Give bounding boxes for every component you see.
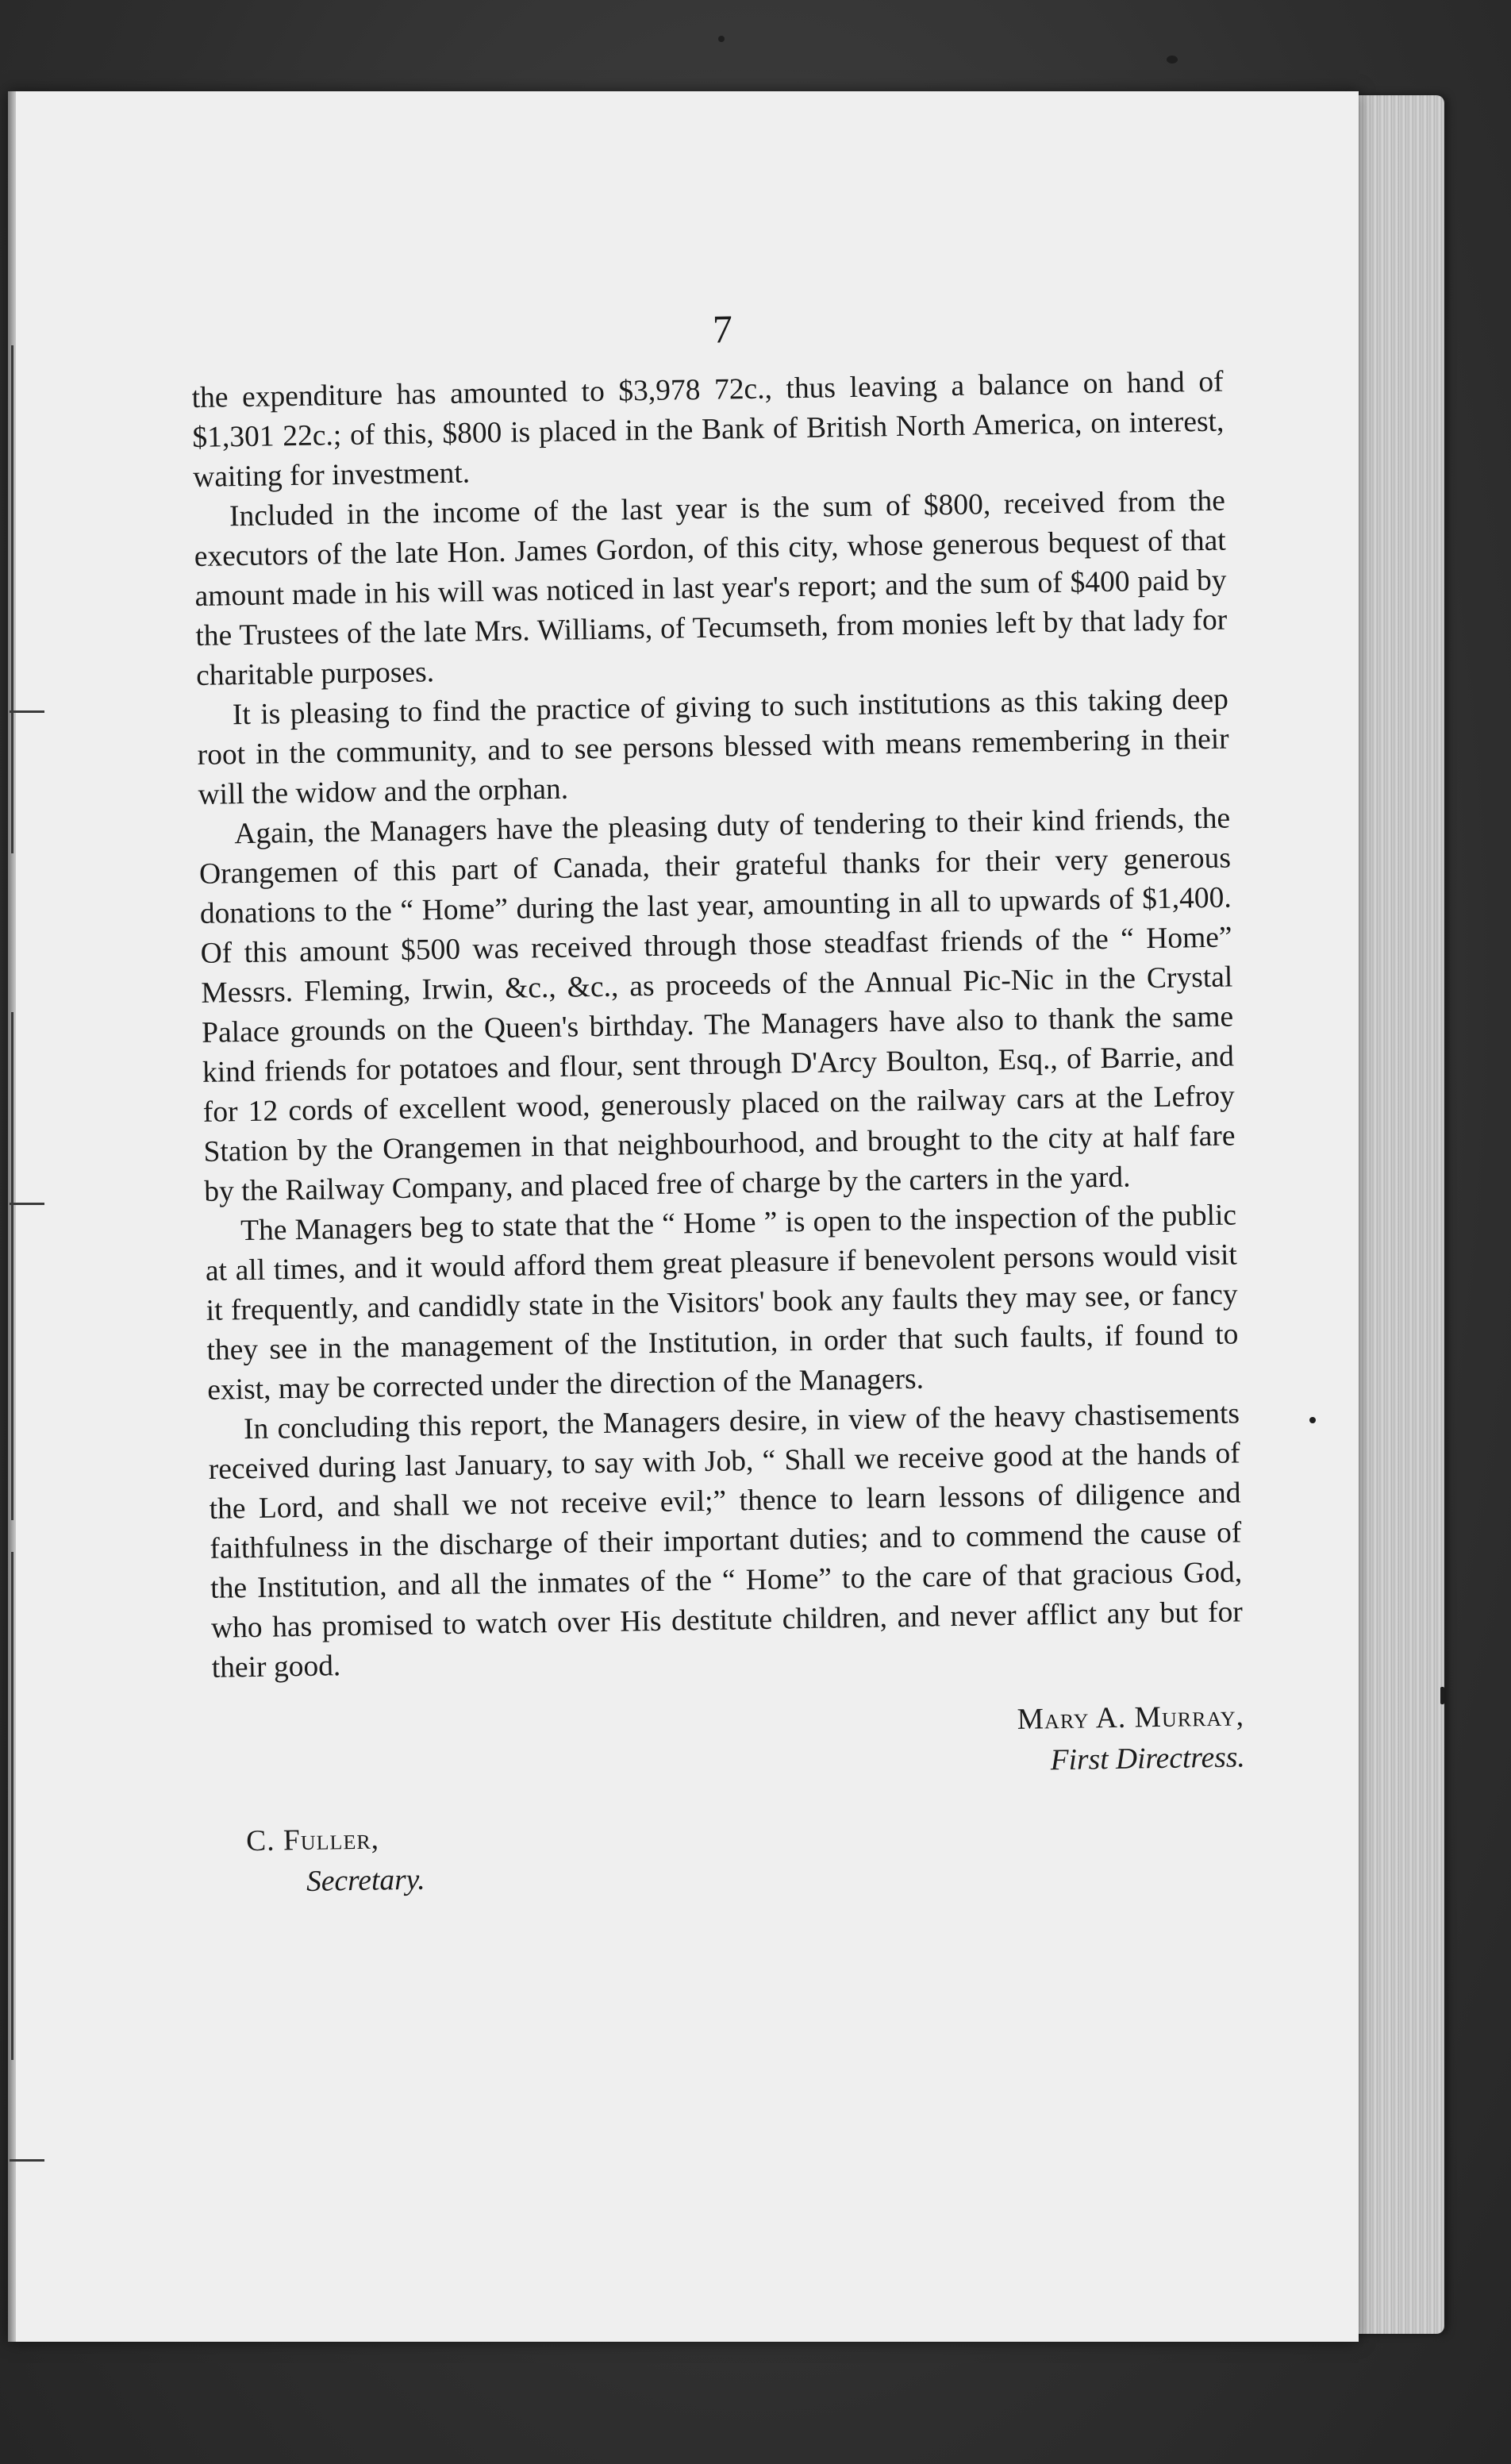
- binding-stitch-mark: [10, 1203, 44, 1205]
- ink-speck: [718, 36, 725, 42]
- binding-stitch-mark: [10, 710, 44, 713]
- signatory-name: Mary A. Murray,: [1017, 1700, 1245, 1736]
- page-content: [190, 298, 1247, 1904]
- paragraph: the expenditure has amounted to $3,978 72c., thus leaving a balance on hand of $1,301 22c.; of this, $800 is placed in the Bank of British North America, on interest, waiting for investment.: [191, 365, 1225, 494]
- ink-speck: [1309, 1417, 1316, 1423]
- ink-speck: [1440, 1687, 1444, 1704]
- signatory-title: First Directress.: [1050, 1741, 1246, 1777]
- binding-stitch-mark: [10, 2159, 44, 2162]
- paragraph: In concluding this report, the Managers desire, in view of the heavy chastisements received during last January, to say with Job, “ Shall we receive good at the hands of the Lord, and shall we not receive evil;” thence to learn lessons of diligence and faithfulness in the discharge of their important duties; and to commend the cause of the Institution, and all the inmates of the “ Home” to the care of that gracious God, who has promised to watch over His destitute children, and never afflict any but for their good.: [208, 1397, 1244, 1684]
- binding-thread: [11, 1012, 13, 1520]
- binding-thread: [11, 345, 13, 853]
- paragraph: The Managers beg to state that the “ Home ” is open to the inspection of the public at all times, and it would afford them great pleasure if benevolent persons would visit it frequently, and candidly state in the Visitors' book any faults they may see, or fancy they see in the management of the Institution, in order that such faults, if found to exist, may be corrected under the direction of the Managers.: [205, 1199, 1239, 1407]
- ink-speck: [1167, 56, 1178, 64]
- page-number: 7: [712, 306, 733, 352]
- paragraph: Included in the income of the last year is the sum of $800, received from the executors of the late Hon. James Gordon, of this city, whose generous bequest of that amount made in his will was noticed in last year's report; and the sum of $400 paid by the Trustees of the late Mrs. Williams, of Tecumseth, from monies left by that lady for charitable purposes.: [194, 484, 1228, 692]
- paragraph: It is pleasing to find the practice of giving to such institutions as this taking deep root in the community, and to see persons blessed with means remembering in their will the widow and the orphan.: [197, 683, 1229, 811]
- signature-block: [213, 1696, 1245, 1794]
- book-page-edges: [1349, 95, 1444, 2334]
- secretary-block: [246, 1805, 1247, 1904]
- binding-thread: [11, 1552, 13, 2060]
- secretary-name: C. Fuller,: [245, 1823, 380, 1858]
- secretary-title: Secretary.: [306, 1863, 425, 1898]
- paragraph: Again, the Managers have the pleasing duty of tendering to their kind friends, the Orangemen of this part of Canada, their grateful thanks for their very generous donations to the “ Home” during the last year, amounting in all to upwards of $1,400. Of this amount $500 was received through those steadfast friends of the “ Home” Messrs. Fleming, Irwin, &c., &c., as proceeds of the Annual Pic-Nic in the Crystal Palace grounds on the Queen's birthday. The Managers have also to thank the same kind friends for potatoes and flour, sent through D'Arcy Boulton, Esq., of Barrie, and for 12 cords of excellent wood, generously placed on the railway cars at the Lefroy Station by the Orangemen in that neighbourhood, and brought to the city at half fare by the Railway Company, and placed free of charge by the carters in the yard.: [198, 802, 1236, 1208]
- page-gutter: [8, 91, 16, 2342]
